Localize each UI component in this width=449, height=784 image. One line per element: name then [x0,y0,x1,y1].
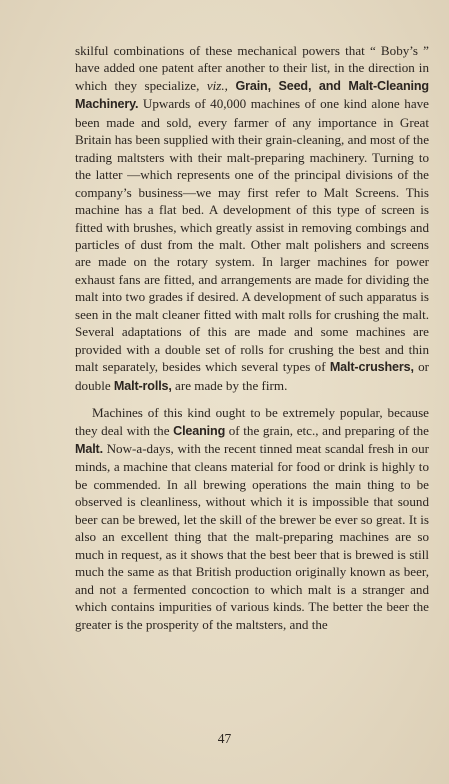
page-number: 47 [217,731,232,746]
grain-seed-malt-cleaning-heading: Grain, Seed, and Malt-Cleaning Machinery. [75,78,429,112]
paragraph-1-text-b: Upwards of 40,000 machines of one kind alone have been made and sold, every farmer of any importance in Great Britain has been supplied with their grain-cleaning, and most of the trading maltsters with their malt-preparing machinery. Turning to the latter —which represents one of the principal divisions of the company’s business—we may first refer to Malt Screens. This machine has a flat bed. A development of this type of screen is fitted with brushes, which greatly assist in removing combings and particles of dust from the malt. Other malt polishers and screens are made on the rotary system. In larger machines for power exhaust fans are fitted, and arrangements are made for dividing the malt into two grades if desired. A development of such apparatus is seen in the malt cleaner fitted with malt rolls for crushing the malt. Several adaptations of this are made and some machines are provided with a double set of rolls for crushing the best and thin malt separately, besides which several types of [75,96,429,375]
paragraph-1-text-d: are made by the firm. [171,377,288,393]
body-text [75,42,429,633]
malt-rolls-term: Malt-rolls, [113,378,172,393]
paragraph-1-text-a: skilful combinations of these mechanical powers that “ Boby’s ” have added one patent after another to their list, in the direction in which they specialize, [75,43,429,93]
paragraph-2-text-a: Machines of this kind ought to be extremely popular, because they deal with the [75,405,429,438]
paragraph-1-text-c: or double [75,359,429,393]
paragraph-2-text-b: of the grain, etc., and preparing of the [225,422,429,438]
malt-crushers-term: Malt-crushers, [329,360,414,375]
malt-term: Malt. [75,441,103,456]
paragraph-1 [75,42,429,395]
paragraph-2-text-c: Now-a-days, with the recent tinned meat scandal fresh in our minds, a machine that cleans material for food or drink is highly to be commended. In all brewing operations the main thing to be observed is cleanliness, without which it is impossible that sound beer can be brewed, let the skill of the brewer be ever so great. It is also an excellent thing that the malt-preparing machines are so much in request, as it shows that the best beer that is brewed is still much the same as that British production originally known as beer, and not a fermented concoction to which malt is a stranger and which contains impurities of various kinds. The better the beer the greater is the prosperity of the maltsters, and the [75,440,429,632]
paragraph-2 [75,404,429,633]
viz-abbreviation: viz., [206,77,228,93]
cleaning-term: Cleaning [173,423,226,438]
